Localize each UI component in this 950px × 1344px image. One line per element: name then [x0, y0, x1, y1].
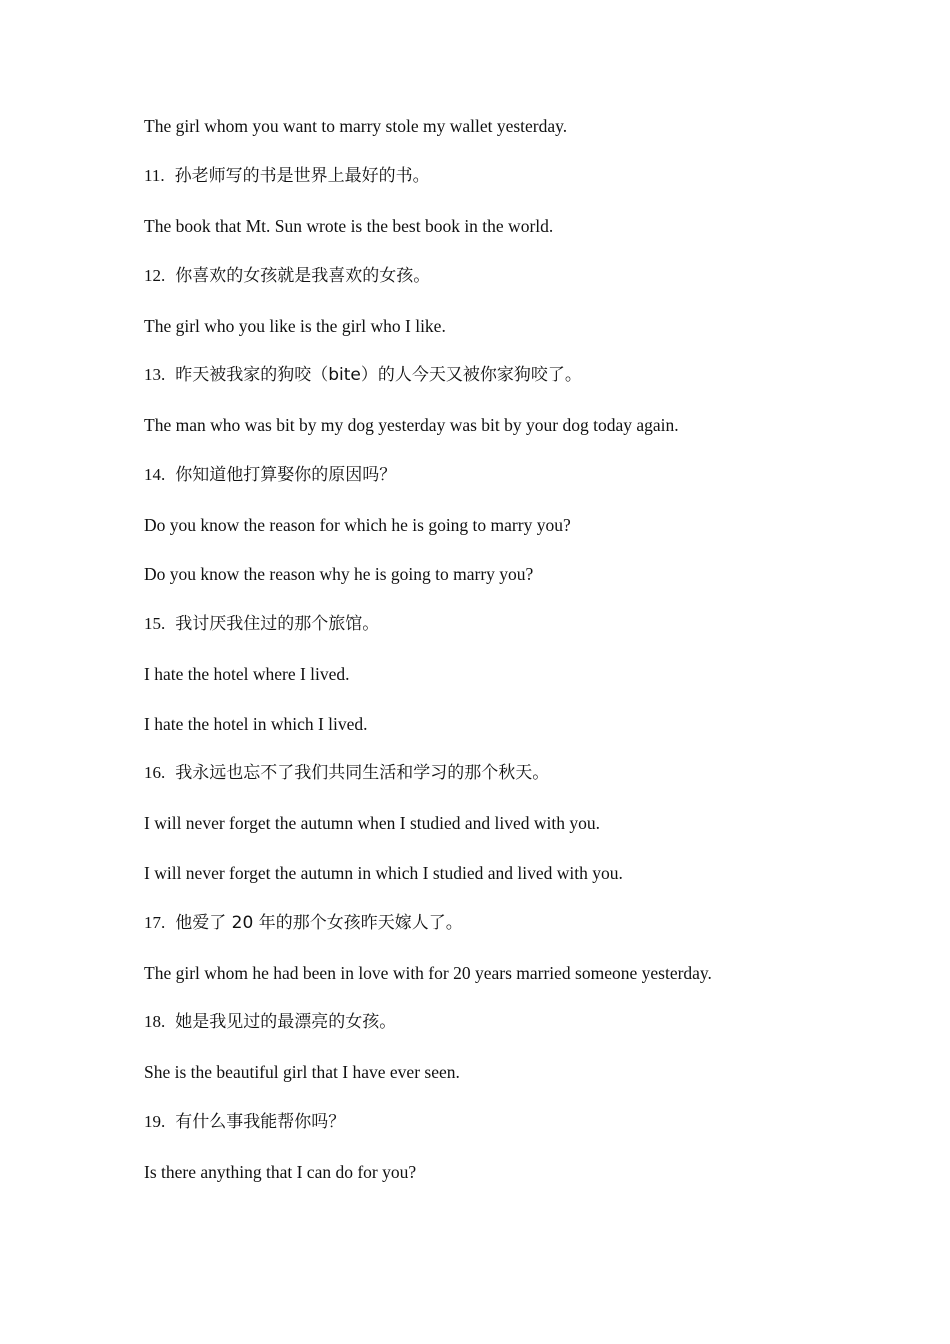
sentence-translation: I hate the hotel in which I lived.: [144, 714, 368, 734]
exercise-number: 11.: [144, 166, 165, 185]
sentence-translation: The girl whom he had been in love with for 20 years married someone yesterday.: [144, 963, 712, 983]
exercise-number: 12.: [144, 266, 166, 285]
sentence-translation: The girl who you like is the girl who I like.: [144, 316, 446, 336]
exercise-number: 14.: [144, 465, 166, 484]
sentence-translation: Do you know the reason why he is going to marry you?: [144, 564, 534, 584]
exercise-number: 17.: [144, 913, 166, 932]
sentence-translation: The man who was bit by my dog yesterday was bit by your dog today again.: [144, 415, 679, 435]
exercise-prompt-15: 15. 我讨厌我住过的那个旅馆。: [144, 614, 380, 634]
sentence-translation: I hate the hotel where I lived.: [144, 664, 350, 684]
exercise-prompt-14: 14. 你知道他打算娶你的原因吗？: [144, 465, 397, 485]
sentence-translation: The book that Mt. Sun wrote is the best book in the world.: [144, 216, 554, 236]
exercise-prompt-18: 18. 她是我见过的最漂亮的女孩。: [144, 1012, 397, 1032]
sentence-translation: She is the beautiful girl that I have ever seen.: [144, 1062, 460, 1082]
sentence-translation: The girl whom you want to marry stole my wallet yesterday.: [144, 116, 568, 136]
exercise-prompt-19: 19. 有什么事我能帮你吗？: [144, 1112, 346, 1132]
exercise-number: 19.: [144, 1112, 166, 1131]
sentence-translation: Do you know the reason for which he is going to marry you?: [144, 515, 571, 535]
exercise-number: 18.: [144, 1012, 166, 1031]
exercise-number: 16.: [144, 763, 166, 782]
exercise-prompt-12: 12. 你喜欢的女孩就是我喜欢的女孩。: [144, 266, 431, 286]
exercise-prompt-13: 13. 昨天被我家的狗咬（bite）的人今天又被你家狗咬了。: [144, 365, 582, 385]
sentence-translation: I will never forget the autumn in which I studied and lived with you.: [144, 863, 623, 883]
sentence-translation: Is there anything that I can do for you?: [144, 1162, 417, 1182]
exercise-number: 13.: [144, 365, 166, 384]
exercise-prompt-17: 17. 他爱了 20 年的那个女孩昨天嫁人了。: [144, 913, 463, 933]
exercise-prompt-11: 11. 孙老师写的书是世界上最好的书。: [144, 166, 430, 186]
sentence-translation: I will never forget the autumn when I studied and lived with you.: [144, 813, 601, 833]
exercise-prompt-16: 16. 我永远也忘不了我们共同生活和学习的那个秋天。: [144, 763, 550, 783]
exercise-number: 15.: [144, 614, 166, 633]
